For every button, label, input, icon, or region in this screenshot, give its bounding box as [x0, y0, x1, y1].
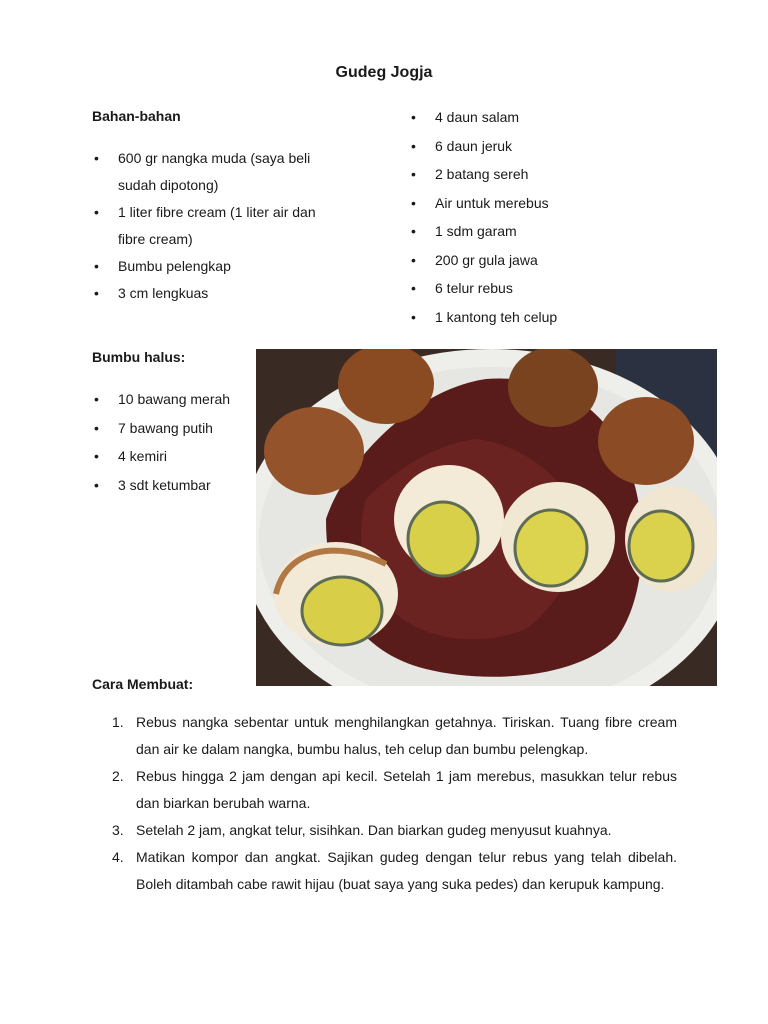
step-item: 1. Rebus nangka sebentar untuk menghilangkan getahnya. Tiriskan. Tuang fibre cream dan air ke dalam nangka, bumbu halus, teh celup dan bumbu pelengkap. [112, 714, 677, 757]
bumbu-halus-list [92, 385, 252, 499]
gudeg-photo [256, 349, 717, 686]
bahan-item: • 600 gr nangka muda (saya beli sudah dipotong) [92, 145, 332, 199]
bahan-heading: Bahan-bahan [92, 108, 181, 124]
bahan-list-left [92, 145, 332, 307]
step-item: 3. Setelah 2 jam, angkat telur, sisihkan. Dan biarkan gudeg menyusut kuahnya. [112, 822, 612, 838]
bahan-item: • Air untuk merebus [409, 189, 709, 218]
bahan-item: • 1 kantong teh celup [409, 303, 709, 332]
bahan-item: • 200 gr gula jawa [409, 246, 709, 275]
bumbu-halus-heading: Bumbu halus: [92, 349, 186, 365]
bahan-item: • 4 daun salam [409, 103, 709, 132]
bumbu-item: • 10 bawang merah [92, 385, 252, 414]
whole-egg [598, 397, 694, 485]
halved-egg-yolk [515, 510, 587, 586]
halved-egg-yolk [302, 577, 382, 645]
bahan-item: • 2 batang sereh [409, 160, 709, 189]
bahan-item: • 3 cm lengkuas [92, 280, 332, 307]
bahan-item: • 1 sdm garam [409, 217, 709, 246]
cara-membuat-heading: Cara Membuat: [92, 676, 194, 692]
whole-egg [264, 407, 364, 495]
halved-egg-yolk [629, 511, 693, 581]
bahan-item: • 6 telur rebus [409, 274, 709, 303]
bahan-item: • 6 daun jeruk [409, 132, 709, 161]
halved-egg-yolk [408, 502, 478, 576]
step-item: 4. Matikan kompor dan angkat. Sajikan gudeg dengan telur rebus yang telah dibelah. Boleh ditambah cabe rawit hijau (buat saya yang suka pedes) dan kerupuk kampung. [112, 849, 677, 892]
recipe-title: Gudeg Jogja [335, 64, 433, 81]
bumbu-item: • 4 kemiri [92, 442, 252, 471]
bumbu-item: • 7 bawang putih [92, 414, 252, 443]
bahan-list-right [409, 103, 709, 331]
whole-egg [508, 349, 598, 427]
bumbu-item: • 3 sdt ketumbar [92, 471, 252, 500]
steps-list [110, 709, 677, 898]
bahan-item: • 1 liter fibre cream (1 liter air dan fibre cream) [92, 199, 332, 253]
bahan-item: • Bumbu pelengkap [92, 253, 332, 280]
step-item: 2. Rebus hingga 2 jam dengan api kecil. Setelah 1 jam merebus, masukkan telur rebus dan biarkan berubah warna. [112, 768, 677, 811]
